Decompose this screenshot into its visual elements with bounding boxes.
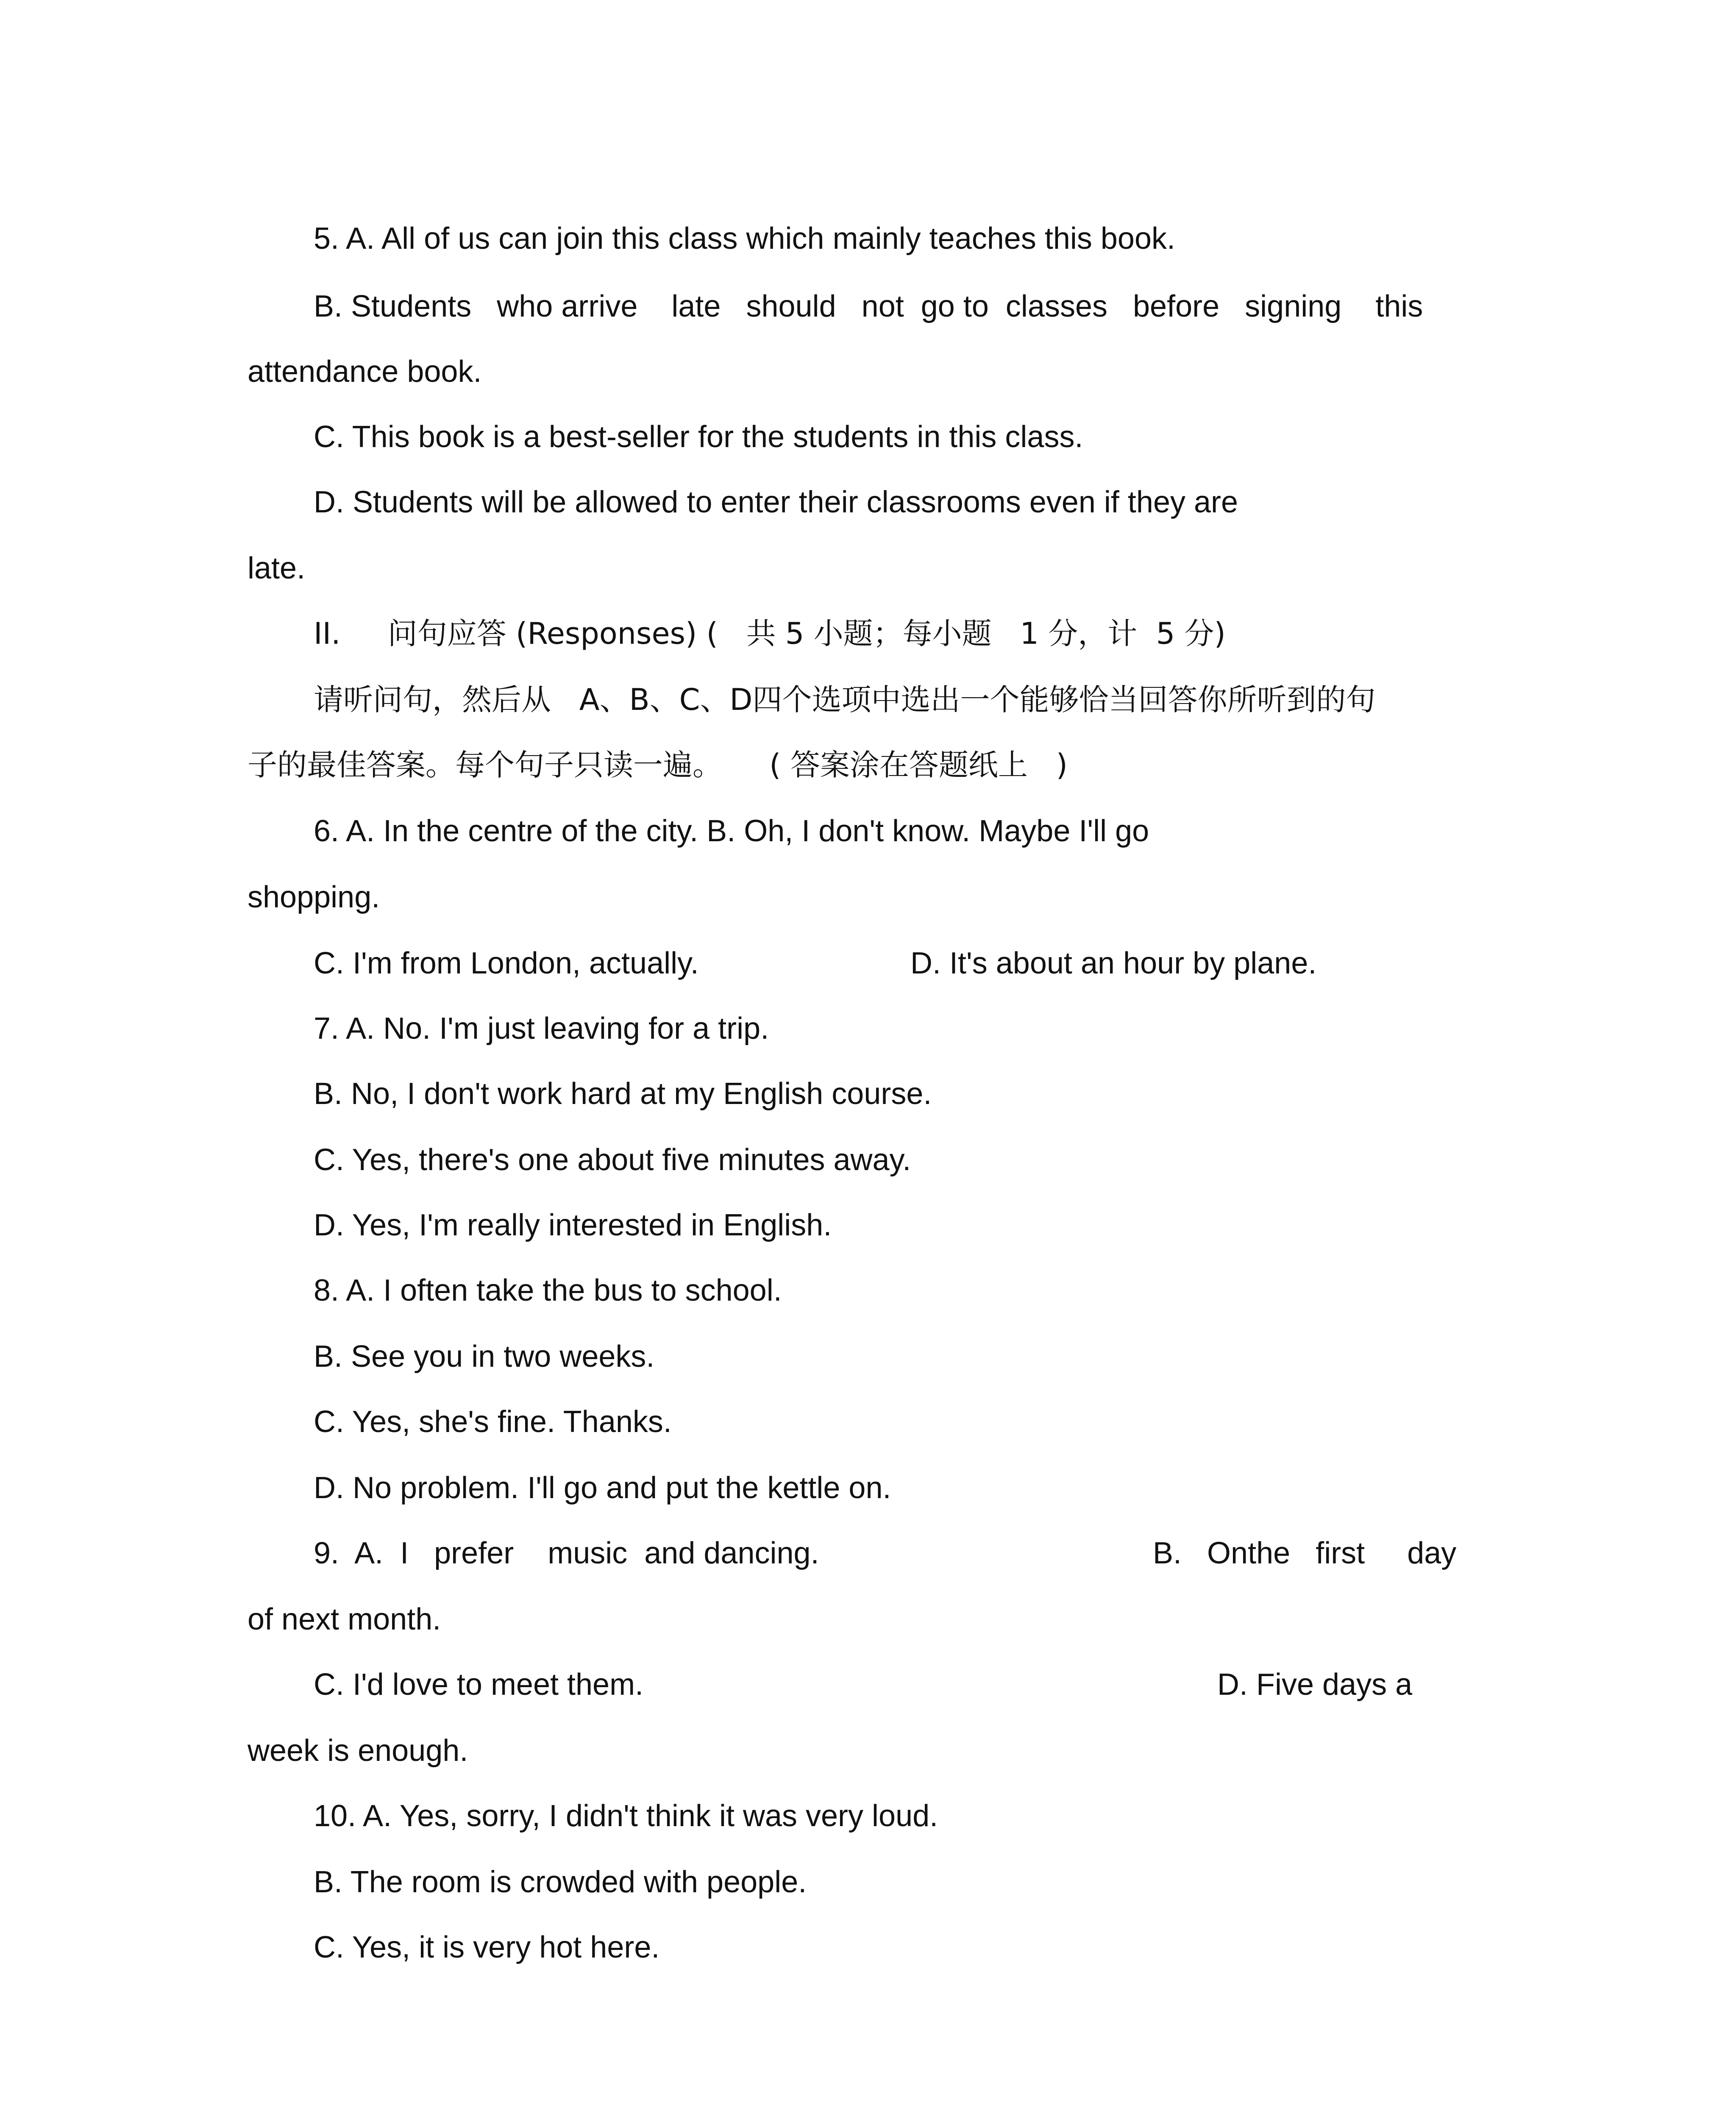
q6-option-ab-line1: 6. A. In the centre of the city. B. Oh, I don't know. Maybe I'll go: [314, 814, 1149, 848]
q9-option-a: 9. A. I prefer music and dancing.: [314, 1536, 819, 1570]
q8-option-c: C. Yes, she's fine. Thanks.: [314, 1405, 672, 1439]
q7-option-c: C. Yes, there's one about five minutes away.: [314, 1143, 911, 1177]
q9-option-d-line2: week is enough.: [248, 1734, 468, 1768]
q9-option-c: C. I'd love to meet them.: [314, 1668, 644, 1702]
q5-option-b-line2: attendance book.: [248, 355, 482, 389]
section2-heading: II. 问句应答 (Responses) ( 共 5 小题；每小题 1 分，计 5 分): [314, 616, 1226, 651]
q6-option-c: C. I'm from London, actually.: [314, 946, 699, 980]
q5-option-d-line1: D. Students will be allowed to enter their classrooms even if they are: [314, 485, 1238, 519]
q5-option-d-line2: late.: [248, 551, 306, 585]
section2-instruction-line1: 请听问句，然后从 A、B、C、D四个选项中选出一个能够恰当回答你所听到的句: [314, 682, 1376, 717]
section2-instruction-line2: 子的最佳答案。每个句子只读一遍。 ( 答案涂在答题纸上 ): [248, 748, 1068, 782]
q10-option-b: B. The room is crowded with people.: [314, 1865, 807, 1899]
q5-option-a: 5. A. All of us can join this class which mainly teaches this book.: [314, 222, 1176, 256]
q6-option-ab-line2: shopping.: [248, 880, 380, 914]
q7-option-b: B. No, I don't work hard at my English course.: [314, 1077, 932, 1111]
q9-option-d-line1: D. Five days a: [1217, 1668, 1413, 1702]
q6-option-d: D. It's about an hour by plane.: [910, 946, 1317, 980]
q10-option-c: C. Yes, it is very hot here.: [314, 1930, 660, 1964]
q9-option-b-line1: B. Onthe first day: [1153, 1536, 1457, 1570]
q7-option-a: 7. A. No. I'm just leaving for a trip.: [314, 1012, 769, 1046]
q5-option-c: C. This book is a best-seller for the students in this class.: [314, 420, 1083, 454]
q5-option-b-line1: B. Students who arrive late should not go to classes before signing this: [314, 289, 1423, 323]
q9-option-b-line2: of next month.: [248, 1602, 441, 1636]
q8-option-a: 8. A. I often take the bus to school.: [314, 1274, 782, 1307]
q8-option-d: D. No problem. I'll go and put the kettle on.: [314, 1471, 891, 1505]
q7-option-d: D. Yes, I'm really interested in English.: [314, 1208, 832, 1242]
q10-option-a: 10. A. Yes, sorry, I didn't think it was very loud.: [314, 1799, 938, 1833]
q8-option-b: B. See you in two weeks.: [314, 1340, 655, 1374]
